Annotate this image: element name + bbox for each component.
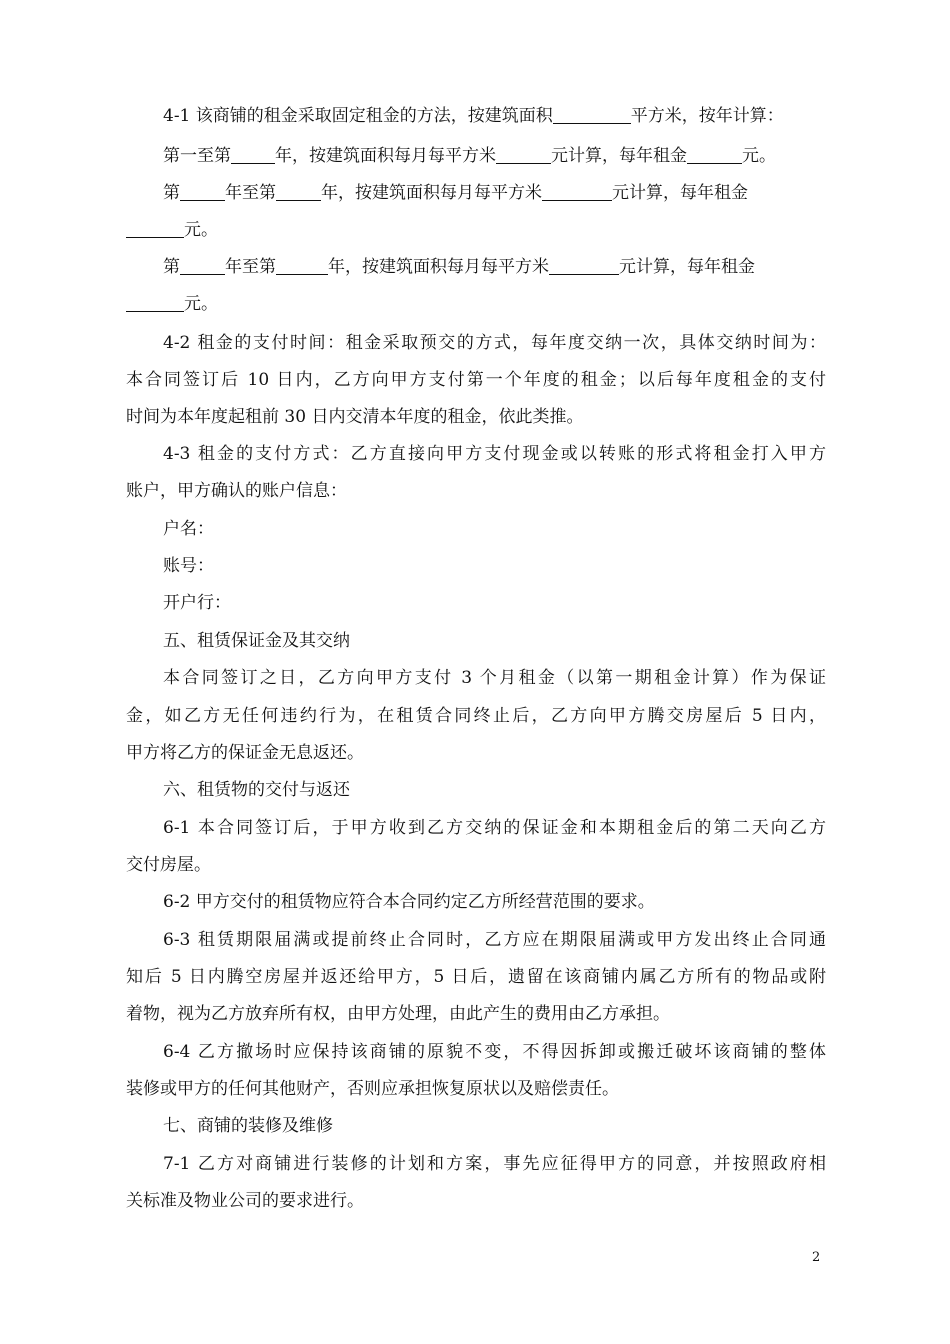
rent-text: 元计算，每年租金 xyxy=(551,146,687,166)
payment-method-line-2: 账户，甲方确认的账户信息： xyxy=(126,481,347,501)
page-number: 2 xyxy=(812,1250,821,1265)
rent-clause-4-1-line-1 xyxy=(163,103,826,129)
rent-text: 年，按建筑面积每月每平方米 xyxy=(275,146,496,166)
rent-clause-4-1-line-2 xyxy=(163,143,826,169)
clause-6-3-line-1: 6-3 租赁期限届满或提前终止合同时，乙方应在期限届满或甲方发出终止合同通 xyxy=(163,930,826,950)
rent-clause-4-1-line-3 xyxy=(163,180,826,206)
rent-text: 第 xyxy=(163,183,180,203)
rent-clause-4-1-line-6 xyxy=(126,291,826,317)
payment-time-line-2: 本合同签订后 10 日内，乙方向甲方支付第一个年度的租金；以后每年度租金的支付 xyxy=(126,370,826,390)
rent-clause-4-1-line-5 xyxy=(163,254,826,280)
section-7-heading: 七、商铺的装修及维修 xyxy=(163,1116,333,1136)
rent-text: 元。 xyxy=(742,146,776,166)
clause-7-1-line-1: 7-1 乙方对商铺进行装修的计划和方案，事先应征得甲方的同意，并按照政府相 xyxy=(163,1154,826,1174)
rent-text: 年至第 xyxy=(225,183,276,203)
section-5-line-1: 本合同签订之日，乙方向甲方支付 3 个月租金（以第一期租金计算）作为保证 xyxy=(163,668,826,688)
payment-time-line-3: 时间为本年度起租前 30 日内交清本年度的租金，依此类推。 xyxy=(126,407,584,427)
rent-clause-4-1-line-4 xyxy=(126,217,826,243)
account-name-label: 户名： xyxy=(163,519,214,539)
year-blank xyxy=(180,182,225,201)
section-5-line-3: 甲方将乙方的保证金无息返还。 xyxy=(126,743,364,763)
price-blank xyxy=(549,256,619,275)
clause-6-2: 6-2 甲方交付的租赁物应符合本合同约定乙方所经营范围的要求。 xyxy=(163,892,655,912)
section-6-heading: 六、租赁物的交付与返还 xyxy=(163,780,350,800)
account-bank-label: 开户行： xyxy=(163,593,231,613)
rent-text: 元。 xyxy=(184,294,218,314)
section-5-heading: 五、租赁保证金及其交纳 xyxy=(163,631,350,651)
payment-method-line-1: 4-3 租金的支付方式：乙方直接向甲方支付现金或以转账的形式将租金打入甲方 xyxy=(163,444,826,464)
price-blank xyxy=(496,145,551,164)
rent-text: 年至第 xyxy=(225,257,276,277)
clause-7-1-line-2: 关标准及物业公司的要求进行。 xyxy=(126,1191,364,1211)
section-5-line-2: 金，如乙方无任何违约行为，在租赁合同终止后，乙方向甲方腾交房屋后 5 日内， xyxy=(126,706,826,726)
rent-text: 年，按建筑面积每月每平方米 xyxy=(328,257,549,277)
clause-6-4-line-2: 装修或甲方的任何其他财产，否则应承担恢复原状以及赔偿责任。 xyxy=(126,1079,619,1099)
clause-6-3-line-2: 知后 5 日内腾空房屋并返还给甲方，5 日后，遗留在该商铺内属乙方所有的物品或附 xyxy=(126,967,826,987)
rent-text: 第 xyxy=(163,257,180,277)
rent-text: 元计算，每年租金 xyxy=(612,183,748,203)
clause-6-1-line-1: 6-1 本合同签订后，于甲方收到乙方交纳的保证金和本期租金后的第二天向乙方 xyxy=(163,818,826,838)
clause-6-1-line-2: 交付房屋。 xyxy=(126,855,211,875)
rent-text: 4-1 该商铺的租金采取固定租金的方法，按建筑面积 xyxy=(163,106,553,126)
account-number-label: 账号： xyxy=(163,556,214,576)
rent-text: 平方米，按年计算： xyxy=(630,106,784,126)
price-blank xyxy=(542,182,612,201)
clause-6-4-line-1: 6-4 乙方撤场时应保持该商铺的原貌不变，不得因拆卸或搬迁破坏该商铺的整体 xyxy=(163,1042,826,1062)
year-blank xyxy=(180,256,225,275)
payment-time-line-1: 4-2 租金的支付时间：租金采取预交的方式，每年度交纳一次，具体交纳时间为： xyxy=(163,333,826,353)
year-blank xyxy=(276,256,328,275)
annual-rent-blank xyxy=(126,293,184,312)
rent-text: 元计算，每年租金 xyxy=(619,257,755,277)
year-blank xyxy=(276,182,321,201)
year-blank xyxy=(231,145,275,164)
area-blank xyxy=(553,105,631,124)
rent-text: 元。 xyxy=(184,220,218,240)
rent-text: 年，按建筑面积每月每平方米 xyxy=(321,183,542,203)
rent-text: 第一至第 xyxy=(163,146,231,166)
clause-6-3-line-3: 着物，视为乙方放弃所有权，由甲方处理，由此产生的费用由乙方承担。 xyxy=(126,1004,670,1024)
annual-rent-blank xyxy=(126,219,184,238)
annual-rent-blank xyxy=(687,145,742,164)
